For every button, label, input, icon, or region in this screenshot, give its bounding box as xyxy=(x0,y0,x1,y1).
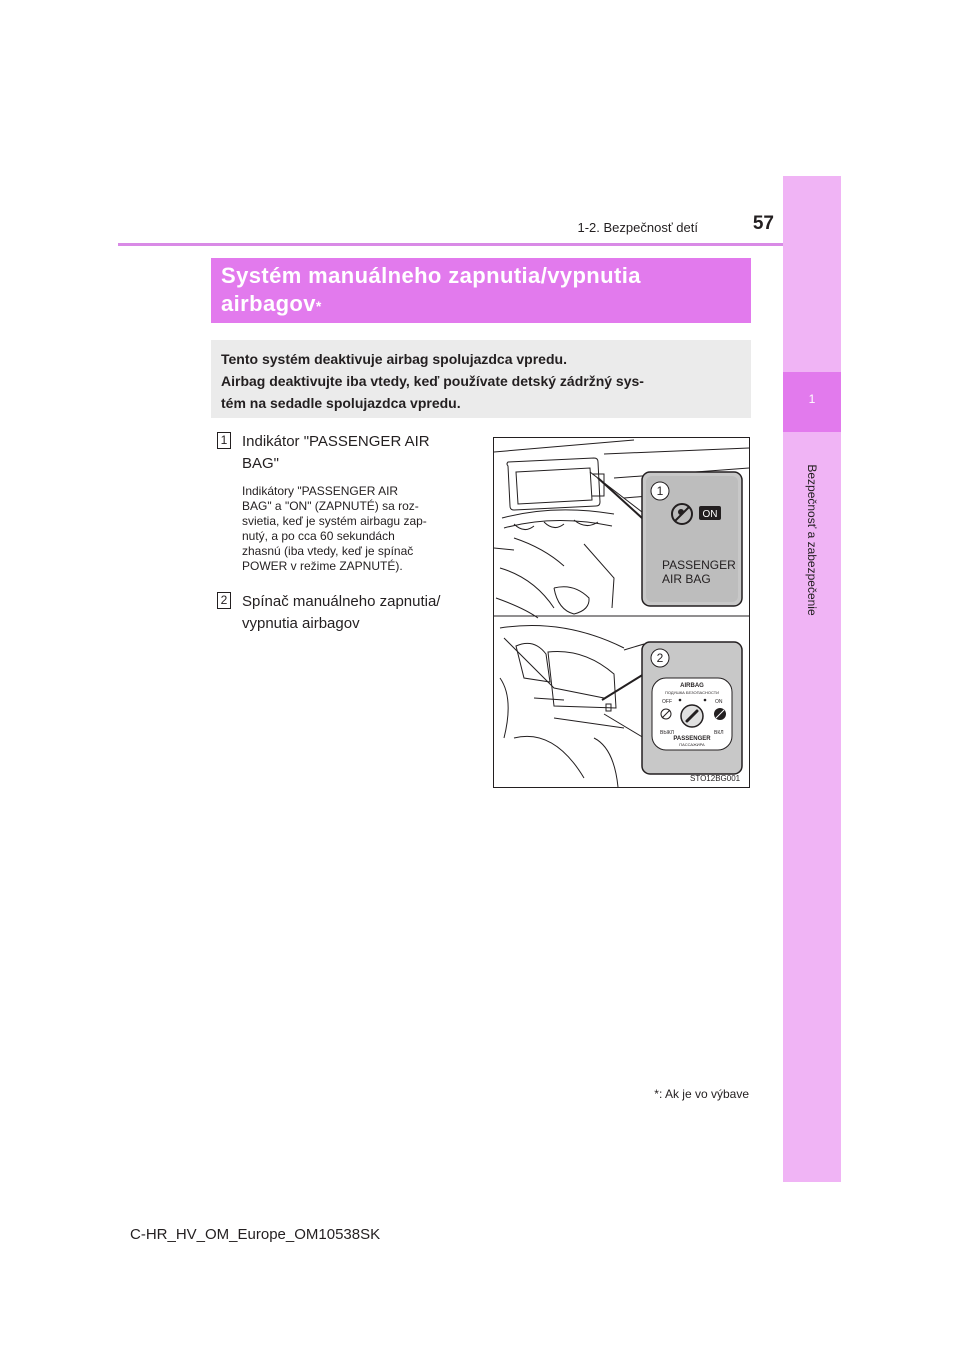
item-2-label xyxy=(242,591,478,635)
footnote-marker: * xyxy=(654,1087,659,1101)
switch-passenger-ru: ПАССАЖИРА xyxy=(679,742,705,747)
item-1-label xyxy=(242,431,478,475)
title-line-2 xyxy=(221,290,741,318)
airbag-on-switch-icon xyxy=(714,708,726,720)
indicator-line-1: PASSENGER xyxy=(662,558,736,572)
item-1-badge: 1 xyxy=(217,432,231,449)
switch-on-label: ON xyxy=(715,699,723,705)
title-line-1: Systém manuálneho zapnutia/vypnutia xyxy=(221,263,641,288)
item-2-label-line: Spínač manuálneho zapnutia/ xyxy=(242,593,441,610)
section-title: 1-2. Bezpečnosť detí xyxy=(577,220,698,235)
item-1-desc-line: nutý, a po cca 60 sekundách xyxy=(242,529,395,543)
footer-document-code: C-HR_HV_OM_Europe_OM10538SK xyxy=(130,1226,381,1243)
switch-off-label: OFF xyxy=(662,699,672,705)
summary-box xyxy=(211,340,751,418)
footnote xyxy=(600,1087,749,1101)
item-1-desc-line: POWER v režime ZAPNUTÉ). xyxy=(242,559,403,573)
item-1-desc-line: Indikátory "PASSENGER AIR xyxy=(242,484,399,498)
airbag-illustration xyxy=(493,437,750,788)
title-line-2-text: airbagov xyxy=(221,291,316,316)
summary-line: Airbag deaktivujte iba vtedy, keď používate detský zádržný sys- xyxy=(221,373,644,389)
chapter-number: 1 xyxy=(808,392,816,406)
switch-title-ru: ПОДУШКА БЕЗОПАСНОСТИ xyxy=(664,690,720,695)
item-1-label-line: BAG" xyxy=(242,455,280,472)
item-1-desc-line: BAG" a "ON" (ZAPNUTÉ) sa roz- xyxy=(242,499,419,513)
callout-1: 1 xyxy=(656,484,664,498)
indicator-on-label: ON xyxy=(702,509,718,520)
item-2-label-line: vypnutia airbagov xyxy=(242,615,360,632)
header-rule xyxy=(118,243,783,246)
illustration-code: STO12BG001 xyxy=(690,774,741,783)
key-switch-icon xyxy=(681,705,703,727)
chapter-title: Bezpečnosť a zabezpečenie xyxy=(805,464,819,616)
title-marker: * xyxy=(315,298,322,314)
switch-passenger: PASSENGER xyxy=(673,736,711,742)
item-1-desc-line: zhasnú (iba vtedy, keď je spínač xyxy=(242,544,414,558)
summary-line: tém na sedadle spolujazdca vpredu. xyxy=(221,395,461,411)
item-1-label-line: Indikátor "PASSENGER AIR xyxy=(242,433,430,450)
footnote-text: : Ak je vo výbave xyxy=(658,1087,749,1101)
callout-2: 2 xyxy=(656,651,664,665)
chapter-side-tab xyxy=(783,176,841,1182)
item-2-badge: 2 xyxy=(217,592,231,609)
title-banner xyxy=(211,258,751,323)
item-1-desc-line: svietia, keď je systém airbagu zap- xyxy=(242,514,427,528)
switch-title: AIRBAG xyxy=(680,683,704,689)
item-1-description xyxy=(242,484,478,574)
indicator-line-2: AIR BAG xyxy=(662,572,711,586)
page-number: 57 xyxy=(752,213,774,234)
switch-on-label-ru: ВКЛ xyxy=(714,730,724,736)
switch-off-label-ru: ВЫКЛ xyxy=(660,730,674,736)
airbag-illustration-drawing xyxy=(494,438,749,787)
summary-line: Tento systém deaktivuje airbag spolujazdca vpredu. xyxy=(221,351,567,367)
